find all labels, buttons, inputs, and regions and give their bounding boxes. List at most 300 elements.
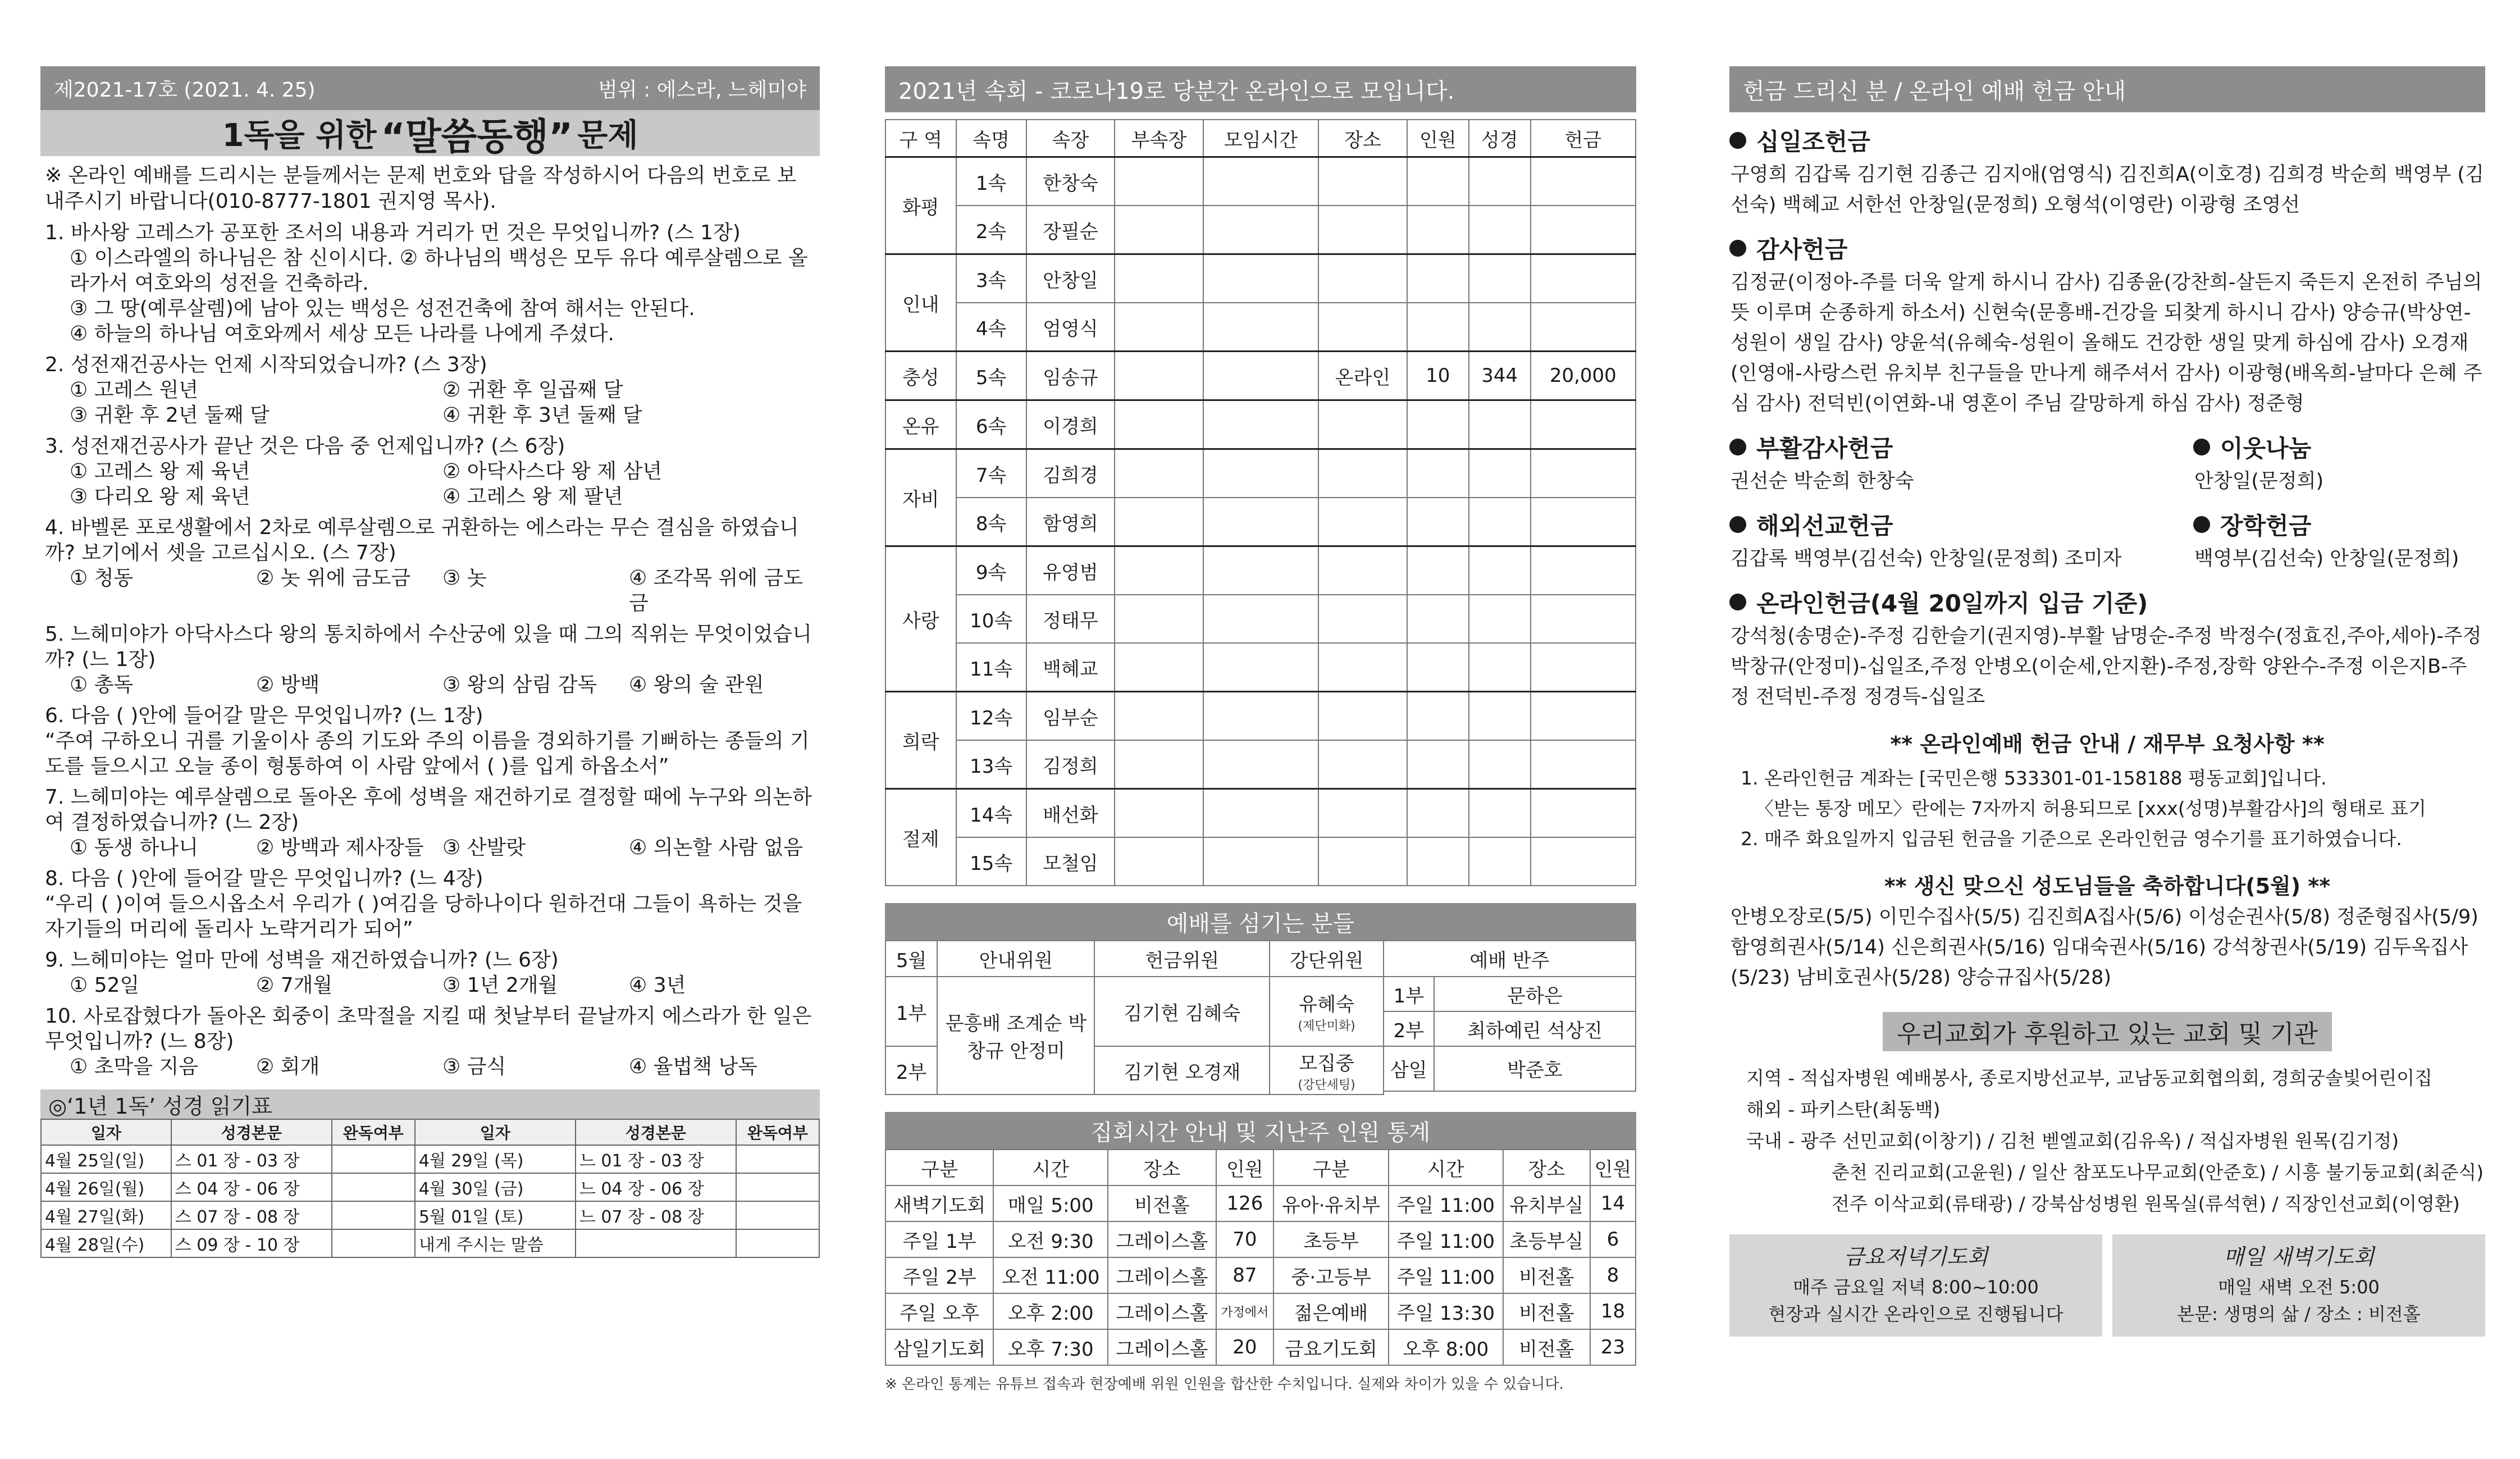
- empty-cell: [1203, 352, 1318, 400]
- cell-group-banner: 2021년 속회 - 코로나19로 당분간 온라인으로 모입니다.: [885, 66, 1636, 112]
- cell-people: 10: [1407, 352, 1469, 400]
- stats-cell: 그레이스홀: [1108, 1329, 1216, 1365]
- cell-number: 3속: [956, 254, 1026, 303]
- empty-cell: [1115, 352, 1203, 400]
- stats-cell: 유치부실: [1503, 1186, 1590, 1221]
- empty-cell: [1115, 595, 1203, 643]
- cell-number: 11속: [956, 643, 1026, 692]
- reading-row: [41, 1229, 819, 1257]
- group-row: [885, 449, 1636, 498]
- title-post: 문제: [577, 117, 638, 154]
- accompanist-label: 1부: [1384, 977, 1434, 1011]
- cell-leader: 한창숙: [1026, 157, 1115, 206]
- group-row: [885, 595, 1636, 643]
- stats-cell: 매일 5:00: [993, 1186, 1108, 1221]
- reading-header: 완독여부: [332, 1119, 415, 1145]
- cell-leader: 임부순: [1026, 692, 1115, 741]
- stats-header: 인원: [1216, 1150, 1274, 1186]
- online-notice-title: ** 온라인예배 헌금 안내 / 재무부 요청사항 **: [1890, 732, 2325, 756]
- cell-number: 8속: [956, 498, 1026, 546]
- empty-cell: [1318, 595, 1407, 643]
- group-header: 부속장: [1115, 120, 1203, 157]
- district-name: 화평: [885, 157, 956, 254]
- empty-cell: [1531, 498, 1636, 546]
- empty-cell: [1407, 837, 1469, 886]
- group-header: 헌금: [1531, 120, 1636, 157]
- cell-number: 6속: [956, 400, 1026, 449]
- stats-cell: 가정에서: [1216, 1293, 1274, 1329]
- guide-members: 문흥배 조계순 박창규 안정미: [937, 977, 1094, 1095]
- empty-cell: [1203, 449, 1318, 498]
- group-row: [885, 692, 1636, 741]
- offering-pair-1: [1729, 419, 2485, 496]
- stats-cell: 주일 2부: [885, 1257, 993, 1293]
- cell-leader: 장필순: [1026, 206, 1115, 254]
- reading-header: 성경본문: [171, 1119, 332, 1145]
- empty-cell: [1531, 206, 1636, 254]
- empty-cell: [1407, 595, 1469, 643]
- empty-cell: [1115, 449, 1203, 498]
- empty-cell: [1531, 546, 1636, 595]
- easter-list: 권선순 박순희 한창숙: [1731, 470, 1914, 493]
- online-notice-body: 1. 온라인헌금 계좌는 [국민은행 533301-01-158188 평동교회]입니다. 〈받는 통장 메모〉란에는 7자까지 허용되므로 [xxx(성명)부활감사]의 형태로 표기 2. 매주 화요일까지 입금된 헌금을 기준으로 온라인헌금 영수기를 표기하였습니다.: [1741, 767, 2426, 850]
- stats-cell: 오전 9:30: [993, 1221, 1108, 1257]
- stats-header: 장소: [1108, 1150, 1216, 1186]
- bullet-icon: [1729, 240, 1746, 257]
- bullet-icon: [2193, 439, 2210, 455]
- empty-cell: [1407, 740, 1469, 789]
- stats-row: [885, 1257, 1636, 1293]
- stats-cell: 비전홀: [1503, 1329, 1590, 1365]
- stats-cell: 14: [1590, 1186, 1636, 1221]
- reading-cell: [332, 1201, 415, 1229]
- group-header: 인원: [1407, 120, 1469, 157]
- group-header: 속명: [956, 120, 1026, 157]
- empty-cell: [1407, 157, 1469, 206]
- scholar-list: 백영부(김선숙) 안창일(문정희): [2194, 548, 2459, 570]
- empty-cell: [1407, 303, 1469, 352]
- stats-header: 장소: [1503, 1150, 1590, 1186]
- cell-place: 온라인: [1318, 352, 1407, 400]
- empty-cell: [1318, 837, 1407, 886]
- empty-cell: [1407, 206, 1469, 254]
- cell-number: 12속: [956, 692, 1026, 741]
- empty-cell: [1469, 400, 1531, 449]
- quiz-title: [40, 110, 820, 156]
- servants-title: 예배를 섬기는 분들: [885, 903, 1636, 940]
- reading-plan-table: [40, 1119, 820, 1258]
- group-header: 성경: [1469, 120, 1531, 157]
- empty-cell: [1203, 692, 1318, 741]
- empty-cell: [1318, 692, 1407, 741]
- offering-members-1: 김기현 김혜숙: [1094, 977, 1270, 1046]
- stats-cell: 8: [1590, 1257, 1636, 1293]
- reading-cell: 스 04 장 - 06 장: [171, 1173, 332, 1201]
- stats-cell: 중·고등부: [1273, 1257, 1389, 1293]
- stats-cell: 그레이스홀: [1108, 1293, 1216, 1329]
- stats-cell: 그레이스홀: [1108, 1221, 1216, 1257]
- empty-cell: [1203, 254, 1318, 303]
- tithe-heading: 십일조헌금: [1729, 124, 2485, 157]
- servants-header: 안내위원: [937, 941, 1094, 977]
- empty-cell: [1318, 546, 1407, 595]
- accompanist-name: 문하은: [1434, 977, 1636, 1011]
- reading-cell: [576, 1229, 736, 1257]
- reading-header: 성경본문: [576, 1119, 736, 1145]
- group-header: 속장: [1026, 120, 1115, 157]
- reading-cell: [736, 1201, 819, 1229]
- empty-cell: [1469, 789, 1531, 838]
- empty-cell: [1531, 400, 1636, 449]
- empty-cell: [1318, 789, 1407, 838]
- empty-cell: [1407, 498, 1469, 546]
- empty-cell: [1203, 498, 1318, 546]
- offering-banner: 헌금 드리신 분 / 온라인 예배 헌금 안내: [1729, 66, 2485, 112]
- easter-heading: 부활감사헌금: [1729, 430, 2193, 464]
- servants-header: 강단위원: [1270, 941, 1384, 977]
- cell-number: 9속: [956, 546, 1026, 595]
- empty-cell: [1469, 449, 1531, 498]
- neighbor-heading: 이웃나눔: [2193, 430, 2485, 464]
- empty-cell: [1531, 837, 1636, 886]
- cell-leader: 엄영식: [1026, 303, 1115, 352]
- group-row: [885, 206, 1636, 254]
- reading-row: [41, 1145, 819, 1173]
- question-1: 1. 바사왕 고레스가 공포한 조서의 내용과 거리가 먼 것은 무엇입니까? (스 1장) ① 이스라엘의 하나님은 참 신이시다. ② 하나님의 백성은 모두 유다 예루살렘으로 올라가서 여호와의 성전을 건축하라. ③ 그 땅(예루살렘)에 남아 있는 백성은 성전건축에 참여 해서는 안된다. ④ 하늘의 하나님 여호와께서 세상 모든 나라를 나에게 주셨다.: [45, 221, 808, 345]
- stats-cell: 삼일기도회: [885, 1329, 993, 1365]
- support-title: 우리교회가 후원하고 있는 교회 및 기관: [1883, 1012, 2332, 1051]
- reading-cell: 스 09 장 - 10 장: [171, 1229, 332, 1257]
- empty-cell: [1318, 449, 1407, 498]
- stats-row: [885, 1186, 1636, 1221]
- reading-cell: [736, 1145, 819, 1173]
- group-row: [885, 546, 1636, 595]
- group-row: [885, 157, 1636, 206]
- group-header: 장소: [1318, 120, 1407, 157]
- stats-cell: 6: [1590, 1221, 1636, 1257]
- empty-cell: [1115, 546, 1203, 595]
- cell-leader: 임송규: [1026, 352, 1115, 400]
- empty-cell: [1115, 400, 1203, 449]
- group-row: [885, 740, 1636, 789]
- stats-cell: 주일 11:00: [1389, 1186, 1503, 1221]
- support-list: 지역 - 적십자병원 예배봉사, 종로지방선교부, 교남동교회협의회, 경희궁솔빛어린이집 해외 - 파키스탄(최동백) 국내 - 광주 선민교회(이창기) / 김천 벧엘교회(김유옥) / 적십자병원 원목(김기정) 춘천 진리교회(고윤원) / 일산 참포도나무교회(안준호) / 시흥 불기둥교회(최준식) 전주 이삭교회(류태광) / 강북삼성병원 원목실(류석현) / 직장인선교회(이영환): [1746, 1067, 2484, 1215]
- empty-cell: [1318, 303, 1407, 352]
- empty-cell: [1203, 740, 1318, 789]
- cell-bible: 344: [1469, 352, 1531, 400]
- question-6: 6. 다음 ( )안에 들어갈 말은 무엇입니까? (느 1장) “주여 구하오니 귀를 기울이사 종의 기도와 주의 이름을 경외하기를 기뻐하는 종들의 기도를 들으시고 오늘 종이 형통하여 이 사람 앞에서 ( )를 입게 하옵소서”: [45, 704, 810, 778]
- bullet-icon: [1729, 594, 1746, 610]
- question-7: 7. 느헤미야는 예루살렘으로 돌아온 후에 성벽을 재건하기로 결정할 때에 누구와 의논하여 결정하였습니까? (느 2장) ① 동생 하나니 ② 방백과 제사장들 ③ 산발랏 ④ 의논할 사람 없음: [45, 786, 812, 859]
- cell-leader: 백혜교: [1026, 643, 1115, 692]
- empty-cell: [1115, 157, 1203, 206]
- cell-leader: 김희경: [1026, 449, 1115, 498]
- empty-cell: [1469, 595, 1531, 643]
- empty-cell: [1115, 837, 1203, 886]
- servants-header: 5월: [885, 941, 937, 977]
- empty-cell: [1318, 206, 1407, 254]
- district-name: 자비: [885, 449, 956, 546]
- stats-cell: 23: [1590, 1329, 1636, 1365]
- empty-cell: [1115, 740, 1203, 789]
- cell-leader: 정태무: [1026, 595, 1115, 643]
- reading-cell: 느 07 장 - 08 장: [576, 1201, 736, 1229]
- reading-cell: 느 01 장 - 03 장: [576, 1145, 736, 1173]
- stats-title: 집회시간 안내 및 지난주 인원 통계: [885, 1112, 1636, 1149]
- group-row: [885, 303, 1636, 352]
- online-list: 강석청(송명순)-주정 김한슬기(권지영)-부활 남명순-주정 박정수(정효진,주아,세아)-주정 박창규(안정미)-십일조,주정 안병오(이순세,안지환)-주정,장학 양완수-주정 이은지B-주정 전덕빈-주정 정경득-십일조: [1731, 625, 2482, 708]
- empty-cell: [1407, 449, 1469, 498]
- district-name: 절제: [885, 789, 956, 886]
- reading-cell: 4월 29일 (목): [415, 1145, 576, 1173]
- stats-cell: 주일 11:00: [1389, 1257, 1503, 1293]
- cell-leader: 이경희: [1026, 400, 1115, 449]
- district-name: 인내: [885, 254, 956, 352]
- empty-cell: [1318, 157, 1407, 206]
- reading-cell: [736, 1229, 819, 1257]
- question-10: 10. 사로잡혔다가 돌아온 회중이 초막절을 지킬 때 첫날부터 끝날까지 에스라가 한 일은 무엇입니까? (느 8장) ① 초막을 지음 ② 회개 ③ 금식 ④ 율법책 낭독: [45, 1005, 812, 1078]
- reading-cell: [332, 1173, 415, 1201]
- empty-cell: [1203, 595, 1318, 643]
- service-2bu: 2부: [885, 1046, 937, 1095]
- group-row: [885, 498, 1636, 546]
- empty-cell: [1318, 400, 1407, 449]
- stats-cell: 유아·유치부: [1273, 1186, 1389, 1221]
- group-row: [885, 837, 1636, 886]
- servants-header: 헌금위원: [1094, 941, 1270, 977]
- reading-cell: 스 07 장 - 08 장: [171, 1201, 332, 1229]
- cell-leader: 모철임: [1026, 837, 1115, 886]
- stats-header: 구분: [885, 1150, 993, 1186]
- neighbor-list: 안창일(문정희): [2194, 470, 2324, 493]
- empty-cell: [1407, 546, 1469, 595]
- reading-row: [41, 1173, 819, 1201]
- stats-header: 인원: [1590, 1150, 1636, 1186]
- district-name: 온유: [885, 400, 956, 449]
- group-header: 구 역: [885, 120, 956, 157]
- empty-cell: [1469, 157, 1531, 206]
- reading-header: 일자: [41, 1119, 171, 1145]
- birthday-title: ** 생신 맞으신 성도님들을 축하합니다(5월) **: [1884, 874, 2331, 899]
- empty-cell: [1407, 254, 1469, 303]
- empty-cell: [1531, 643, 1636, 692]
- stats-cell: 비전홀: [1503, 1257, 1590, 1293]
- stats-cell: 126: [1216, 1186, 1274, 1221]
- reading-header: 일자: [415, 1119, 576, 1145]
- accompanist-label: 2부: [1384, 1011, 1434, 1046]
- question-8: 8. 다음 ( )안에 들어갈 말은 무엇입니까? (느 4장) “우리 ( )이여 들으시옵소서 우리가 ( )여김을 당하나이다 원하건대 그들이 욕하는 것을 자기들의 머리에 돌리사 노략거리가 되어”: [45, 867, 802, 941]
- empty-cell: [1531, 789, 1636, 838]
- empty-cell: [1531, 692, 1636, 741]
- empty-cell: [1115, 643, 1203, 692]
- offering-members-2: 김기현 오경재: [1094, 1046, 1270, 1095]
- empty-cell: [1203, 157, 1318, 206]
- stats-header: 시간: [993, 1150, 1108, 1186]
- stats-cell: 금요기도회: [1273, 1329, 1389, 1365]
- stats-note: ※ 온라인 통계는 유튜브 접속과 현장예배 위원 인원을 합산한 수치입니다. 실제와 차이가 있을 수 있습니다.: [885, 1376, 1564, 1393]
- cell-offering: 20,000: [1531, 352, 1636, 400]
- reading-row: [41, 1201, 819, 1229]
- stats-cell: 초등부: [1273, 1221, 1389, 1257]
- empty-cell: [1469, 303, 1531, 352]
- cell-number: 4속: [956, 303, 1026, 352]
- stats-cell: 18: [1590, 1293, 1636, 1329]
- reading-cell: 느 04 장 - 06 장: [576, 1173, 736, 1201]
- reading-cell: 4월 28일(수): [41, 1229, 171, 1257]
- range-label: 범위 : 에스라, 느헤미야: [598, 78, 806, 102]
- stats-cell: 젊은예배: [1273, 1293, 1389, 1329]
- reading-cell: 4월 30일 (금): [415, 1173, 576, 1201]
- empty-cell: [1407, 692, 1469, 741]
- bullet-icon: [1729, 516, 1746, 533]
- stats-cell: 오후 8:00: [1389, 1329, 1503, 1365]
- friday-prayer-box: 금요저녁기도회 매주 금요일 저녁 8:00~10:00 현장과 실시간 온라인으로 진행됩니다: [1729, 1234, 2102, 1337]
- cell-leader: 함영희: [1026, 498, 1115, 546]
- stats-cell: 비전홀: [1108, 1186, 1216, 1221]
- thanks-heading: 감사헌금: [1729, 231, 2485, 265]
- district-name: 사랑: [885, 546, 956, 692]
- quiz-intro: ※ 온라인 예배를 드리시는 분들께서는 문제 번호와 답을 작성하시어 다음의 번호로 보내주시기 바랍니다(010-8777-1801 권지영 목사).: [45, 164, 797, 213]
- empty-cell: [1203, 206, 1318, 254]
- prayer-boxes: [1729, 1234, 2485, 1337]
- empty-cell: [1469, 546, 1531, 595]
- stats-row: [885, 1221, 1636, 1257]
- empty-cell: [1531, 303, 1636, 352]
- empty-cell: [1115, 498, 1203, 546]
- empty-cell: [1203, 643, 1318, 692]
- reading-cell: 5월 01일 (토): [415, 1201, 576, 1229]
- accompanist-name: 박준호: [1434, 1046, 1636, 1091]
- altar-member-2: 모집중 (강단세팅): [1270, 1046, 1384, 1095]
- group-row: [885, 254, 1636, 303]
- empty-cell: [1203, 546, 1318, 595]
- empty-cell: [1469, 254, 1531, 303]
- stats-header: 시간: [1389, 1150, 1503, 1186]
- empty-cell: [1407, 400, 1469, 449]
- birthday-list: 안병오장로(5/5) 이민수집사(5/5) 김진희A집사(5/6) 이성순권사(5/8) 정준형집사(5/9) 함영희권사(5/14) 신은희권사(5/16) 임대숙권사(5/16) 강석창권사(5/19) 김두옥집사(5/23) 남비호권사(5/28) 양승규집사(5/28): [1731, 906, 2478, 989]
- cell-number: 1속: [956, 157, 1026, 206]
- stats-cell: 주일 13:30: [1389, 1293, 1503, 1329]
- servants-table: [885, 940, 1636, 1095]
- empty-cell: [1407, 643, 1469, 692]
- empty-cell: [1115, 303, 1203, 352]
- dawn-prayer-box: 매일 새벽기도회 매일 새벽 오전 5:00 본문: 생명의 삶 / 장소 : 비전홀: [2112, 1234, 2485, 1337]
- reading-cell: 4월 27일(화): [41, 1201, 171, 1229]
- question-list: [45, 220, 815, 1079]
- question-3: 3. 성전재건공사가 끝난 것은 다음 중 언제입니까? (스 6장) ① 고레스 왕 제 육년 ② 아닥사스다 왕 제 삼년 ③ 다리오 왕 제 육년 ④ 고레스 왕 제 팔년: [45, 435, 663, 508]
- group-row: [885, 400, 1636, 449]
- group-header: 모임시간: [1203, 120, 1318, 157]
- stats-cell: 오전 11:00: [993, 1257, 1108, 1293]
- empty-cell: [1318, 254, 1407, 303]
- stats-cell: 주일 1부: [885, 1221, 993, 1257]
- cell-number: 5속: [956, 352, 1026, 400]
- stats-cell: 70: [1216, 1221, 1274, 1257]
- reading-cell: [332, 1145, 415, 1173]
- stats-cell: 20: [1216, 1329, 1274, 1365]
- district-name: 희락: [885, 692, 956, 789]
- empty-cell: [1469, 498, 1531, 546]
- empty-cell: [1203, 837, 1318, 886]
- issue-bar: [40, 66, 820, 110]
- empty-cell: [1115, 206, 1203, 254]
- group-row: [885, 789, 1636, 838]
- stats-cell: 오후 2:00: [993, 1293, 1108, 1329]
- bullet-icon: [1729, 439, 1746, 455]
- title-quote: “말씀동행”: [381, 115, 573, 158]
- reading-cell: 스 01 장 - 03 장: [171, 1145, 332, 1173]
- empty-cell: [1469, 837, 1531, 886]
- tithe-list: 구영희 김갑록 김기현 김종근 김지애(엄영식) 김진희A(이호경) 김희경 박순희 백영부 (김선숙) 백혜교 서한선 안창일(문정희) 오형석(이영란) 이광형 조영선: [1731, 163, 2484, 216]
- accompanist-label: 삼일: [1384, 1046, 1434, 1091]
- empty-cell: [1469, 643, 1531, 692]
- empty-cell: [1203, 789, 1318, 838]
- quiz-column: [40, 66, 820, 1258]
- district-name: 충성: [885, 352, 956, 400]
- offering-pair-2: [1729, 496, 2485, 574]
- cell-leader: 배선화: [1026, 789, 1115, 838]
- empty-cell: [1115, 254, 1203, 303]
- empty-cell: [1203, 303, 1318, 352]
- empty-cell: [1203, 400, 1318, 449]
- cell-number: 13속: [956, 740, 1026, 789]
- reading-cell: [332, 1229, 415, 1257]
- stats-header: 구분: [1273, 1150, 1389, 1186]
- empty-cell: [1531, 254, 1636, 303]
- mission-heading: 해외선교헌금: [1729, 508, 2193, 541]
- mission-list: 김갑록 백영부(김선숙) 안창일(문정희) 조미자: [1731, 548, 2122, 570]
- stats-cell: 87: [1216, 1257, 1274, 1293]
- question-9: 9. 느헤미야는 얼마 만에 성벽을 재건하였습니까? (느 6장) ① 52일 ② 7개월 ③ 1년 2개월 ④ 3년: [45, 949, 686, 997]
- empty-cell: [1115, 692, 1203, 741]
- question-5: 5. 느헤미야가 아닥사스다 왕의 통치하에서 수산궁에 있을 때 그의 직위는 무엇이었습니까? (느 1장) ① 총독 ② 방백 ③ 왕의 삼림 감독 ④ 왕의 술 관원: [45, 623, 812, 696]
- empty-cell: [1318, 643, 1407, 692]
- empty-cell: [1115, 789, 1203, 838]
- servants-header: 예배 반주: [1384, 941, 1636, 977]
- question-2: 2. 성전재건공사는 언제 시작되었습니까? (스 3장) ① 고레스 원년 ② 귀환 후 일곱째 달 ③ 귀환 후 2년 둘째 달 ④ 귀환 후 3년 둘째 달: [45, 353, 642, 427]
- empty-cell: [1531, 595, 1636, 643]
- empty-cell: [1318, 740, 1407, 789]
- stats-cell: 주일 11:00: [1389, 1221, 1503, 1257]
- scholar-heading: 장학헌금: [2193, 508, 2485, 541]
- cell-group-table: [885, 119, 1636, 886]
- reading-cell: 내게 주시는 말씀: [415, 1229, 576, 1257]
- empty-cell: [1531, 449, 1636, 498]
- service-1bu: 1부: [885, 977, 937, 1046]
- empty-cell: [1531, 740, 1636, 789]
- cell-leader: 김정희: [1026, 740, 1115, 789]
- accompanist-name: 최하예린 석상진: [1434, 1011, 1636, 1046]
- cell-leader: 유영범: [1026, 546, 1115, 595]
- bullet-icon: [1729, 132, 1746, 149]
- empty-cell: [1469, 692, 1531, 741]
- stats-cell: 새벽기도회: [885, 1186, 993, 1221]
- stats-cell: 그레이스홀: [1108, 1257, 1216, 1293]
- stats-cell: 오후 7:30: [993, 1329, 1108, 1365]
- empty-cell: [1407, 789, 1469, 838]
- reading-cell: [736, 1173, 819, 1201]
- stats-cell: 초등부실: [1503, 1221, 1590, 1257]
- thanks-list: 김정균(이정아-주를 더욱 알게 하시니 감사) 김종윤(강찬희-살든지 죽든지 온전히 주님의 뜻 이루며 순종하게 하소서) 신현숙(문흥배-건강을 되찾게 하시니 감사) 양승규(박상연-성원이 생일 감사) 양윤석(유혜숙-성원이 올해도 건강한 생일 맞게 하심에 감사) 오경재(인영애-사랑스런 유치부 친구들을 만나게 해주셔서 감사) 이광형(배옥희-날마다 은혜 주심 감사) 전덕빈(이연화-내 영혼이 주님 갈망하게 하심 감사) 정준형: [1731, 271, 2482, 415]
- cell-number: 7속: [956, 449, 1026, 498]
- stats-cell: 비전홀: [1503, 1293, 1590, 1329]
- altar-member-1: 유혜숙 (제단미화): [1270, 977, 1384, 1046]
- cell-group-column: [885, 66, 1636, 1393]
- empty-cell: [1531, 157, 1636, 206]
- group-row: [885, 352, 1636, 400]
- offering-column: [1729, 66, 2485, 1337]
- reading-cell: 4월 26일(월): [41, 1173, 171, 1201]
